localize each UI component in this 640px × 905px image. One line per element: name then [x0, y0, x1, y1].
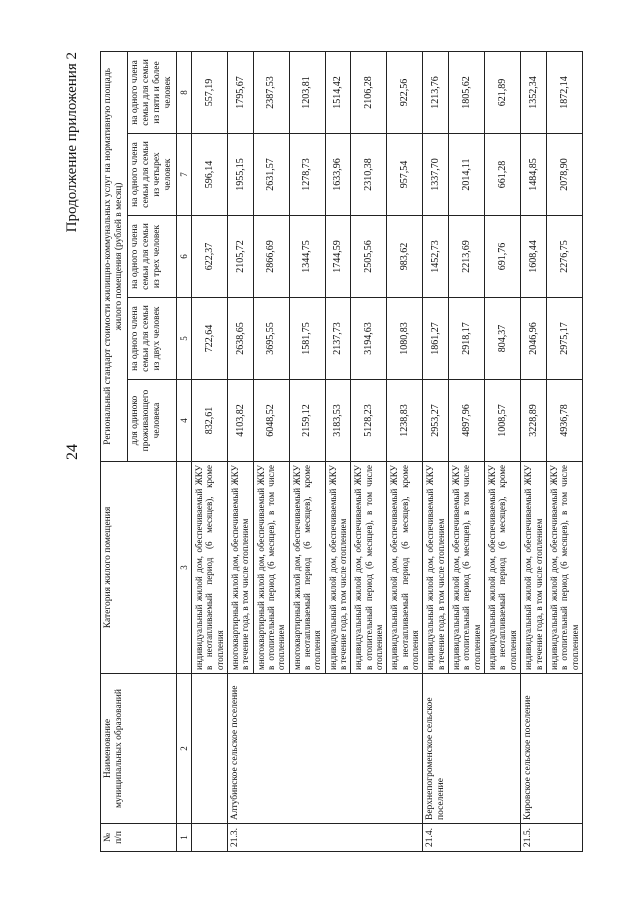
- cost-value: 3695,55: [253, 298, 289, 380]
- cost-value: 1213,76: [423, 51, 449, 133]
- cost-value: 2106,28: [351, 51, 387, 133]
- cost-value: 3183,53: [325, 380, 351, 462]
- cost-value: 1581,75: [289, 298, 325, 380]
- header-sub-3: на одного члена семьи для семьи из трех человек: [127, 216, 176, 298]
- cost-value: 691,76: [485, 216, 521, 298]
- cost-value: 2078,90: [546, 134, 582, 216]
- col-index: 3: [176, 462, 191, 674]
- cost-value: 1008,57: [485, 380, 521, 462]
- cost-value: 5128,23: [351, 380, 387, 462]
- cost-value: 1955,15: [227, 134, 253, 216]
- cost-value: 1203,81: [289, 51, 325, 133]
- table-row: [521, 51, 547, 851]
- cost-value: 1452,73: [423, 216, 449, 298]
- cost-value: 2505,56: [351, 216, 387, 298]
- cost-value: 2866,69: [253, 216, 289, 298]
- cost-value: 957,54: [387, 134, 423, 216]
- cost-value: 1861,27: [423, 298, 449, 380]
- cost-value: 4103,82: [227, 380, 253, 462]
- cost-value: 2975,17: [546, 298, 582, 380]
- cost-value: 2953,27: [423, 380, 449, 462]
- housing-category: индивидуальный жилой дом, обеспечиваемый ЖКУ в течение года, в том числе отоплением: [423, 462, 449, 674]
- cost-value: 1352,34: [521, 51, 547, 133]
- col-index: 4: [176, 380, 191, 462]
- col-index: 5: [176, 298, 191, 380]
- cost-value: 2310,38: [351, 134, 387, 216]
- cost-value: 2213,69: [449, 216, 485, 298]
- municipality-name: Кировское сельское поселение: [521, 674, 583, 824]
- table-body: [191, 51, 582, 851]
- header-standard: Региональный стандарт стоимости жилищно-коммунальных услуг на нормативную площадь жилого помещения (рублей в месяц): [101, 51, 128, 461]
- housing-category: индивидуальный жилой дом, обеспечиваемый ЖКУ в отопительный период (6 месяцев), в том числе отоплением: [449, 462, 485, 674]
- header-municipality: Наименование муниципальных образований: [101, 674, 177, 824]
- table-row: [227, 51, 253, 851]
- cost-value: 6048,52: [253, 380, 289, 462]
- page-number: 24: [64, 444, 81, 460]
- cost-value: 4936,78: [546, 380, 582, 462]
- municipality-name: Алтубинское сельское поселение: [227, 674, 423, 824]
- housing-category: индивидуальный жилой дом, обеспечиваемый ЖКУ в неотапливаемый период (6 месяцев), кроме отопления: [485, 462, 521, 674]
- group-number: [191, 824, 227, 852]
- housing-category: индивидуальный жилой дом, обеспечиваемый ЖКУ в неотапливаемый период (6 месяцев), кроме отопления: [191, 462, 227, 674]
- municipality-name: [191, 674, 227, 824]
- group-number: 21.5.: [521, 824, 583, 852]
- col-index: 6: [176, 216, 191, 298]
- group-number: 21.4.: [423, 824, 521, 852]
- housing-category: индивидуальный жилой дом, обеспечиваемый ЖКУ в отопительный период (6 месяцев), в том числе отоплением: [351, 462, 387, 674]
- cost-value: 804,37: [485, 298, 521, 380]
- col-index: 7: [176, 134, 191, 216]
- cost-value: 1608,44: [521, 216, 547, 298]
- housing-category: индивидуальный жилой дом, обеспечиваемый ЖКУ в течение года, в том числе отоплением: [521, 462, 547, 674]
- header-num: № п/п: [101, 824, 177, 852]
- cost-value: 832,61: [191, 380, 227, 462]
- cost-value: 661,28: [485, 134, 521, 216]
- cost-value: 2631,57: [253, 134, 289, 216]
- cost-value: 596,14: [191, 134, 227, 216]
- cost-value: 2159,12: [289, 380, 325, 462]
- municipality-name: Верхнепогроменское сельское поселение: [423, 674, 521, 824]
- housing-category: индивидуальный жилой дом, обеспечиваемый ЖКУ в неотапливаемый период (6 месяцев), кроме отопления: [387, 462, 423, 674]
- col-index: 1: [176, 824, 191, 852]
- header-sub-4: на одного члена семьи для семьи из четырех человек: [127, 134, 176, 216]
- cost-value: 2276,75: [546, 216, 582, 298]
- cost-value: 983,62: [387, 216, 423, 298]
- table-row: [423, 51, 449, 851]
- cost-value: 557,19: [191, 51, 227, 133]
- cost-value: 2387,53: [253, 51, 289, 133]
- rotated-page: [60, 42, 580, 862]
- appendix-note: Продолжение приложения 2: [64, 52, 80, 233]
- cost-value: 1514,42: [325, 51, 351, 133]
- table-row: [191, 51, 227, 851]
- cost-value: 1080,83: [387, 298, 423, 380]
- col-index: 2: [176, 674, 191, 824]
- cost-value: 2105,72: [227, 216, 253, 298]
- cost-value: 3194,63: [351, 298, 387, 380]
- cost-value: 1484,85: [521, 134, 547, 216]
- cost-value: 1872,14: [546, 51, 582, 133]
- housing-category: индивидуальный жилой дом, обеспечиваемый ЖКУ в отопительный период (6 месяцев), в том числе отоплением: [546, 462, 582, 674]
- cost-value: 1344,75: [289, 216, 325, 298]
- header-category: Категория жилого помещения: [101, 462, 177, 674]
- cost-value: 622,37: [191, 216, 227, 298]
- cost-value: 4897,96: [449, 380, 485, 462]
- cost-value: 722,64: [191, 298, 227, 380]
- cost-value: 2014,11: [449, 134, 485, 216]
- column-index-row: [176, 51, 191, 851]
- cost-value: 1238,83: [387, 380, 423, 462]
- cost-value: 1744,59: [325, 216, 351, 298]
- cost-value: 1805,62: [449, 51, 485, 133]
- header-sub-5: на одного члена семьи для семьи из пяти и более человек: [127, 51, 176, 133]
- cost-value: 2046,96: [521, 298, 547, 380]
- housing-category: многоквартирный жилой дом, обеспечиваемый ЖКУ в течение года, в том числе отоплением: [227, 462, 253, 674]
- cost-value: 1337,70: [423, 134, 449, 216]
- cost-value: 1795,67: [227, 51, 253, 133]
- cost-value: 2137,73: [325, 298, 351, 380]
- housing-category: многоквартирный жилой дом, обеспечиваемый ЖКУ в отопительный период (6 месяцев), в том числе отоплением: [253, 462, 289, 674]
- housing-category: многоквартирный жилой дом, обеспечиваемый ЖКУ в неотапливаемый период (6 месяцев), кроме отопления: [289, 462, 325, 674]
- cost-value: 3228,89: [521, 380, 547, 462]
- header-sub-2: на одного члена семьи для семьи из двух человек: [127, 298, 176, 380]
- group-number: 21.3.: [227, 824, 423, 852]
- cost-value: 2638,65: [227, 298, 253, 380]
- cost-value: 1633,96: [325, 134, 351, 216]
- cost-value: 1278,73: [289, 134, 325, 216]
- housing-cost-table: [100, 51, 583, 852]
- cost-value: 922,56: [387, 51, 423, 133]
- cost-value: 2918,17: [449, 298, 485, 380]
- col-index: 8: [176, 51, 191, 133]
- cost-value: 621,89: [485, 51, 521, 133]
- header-sub-1: для одиноко проживающего человека: [127, 380, 176, 462]
- housing-category: индивидуальный жилой дом, обеспечиваемый ЖКУ в течение года, в том числе отоплением: [325, 462, 351, 674]
